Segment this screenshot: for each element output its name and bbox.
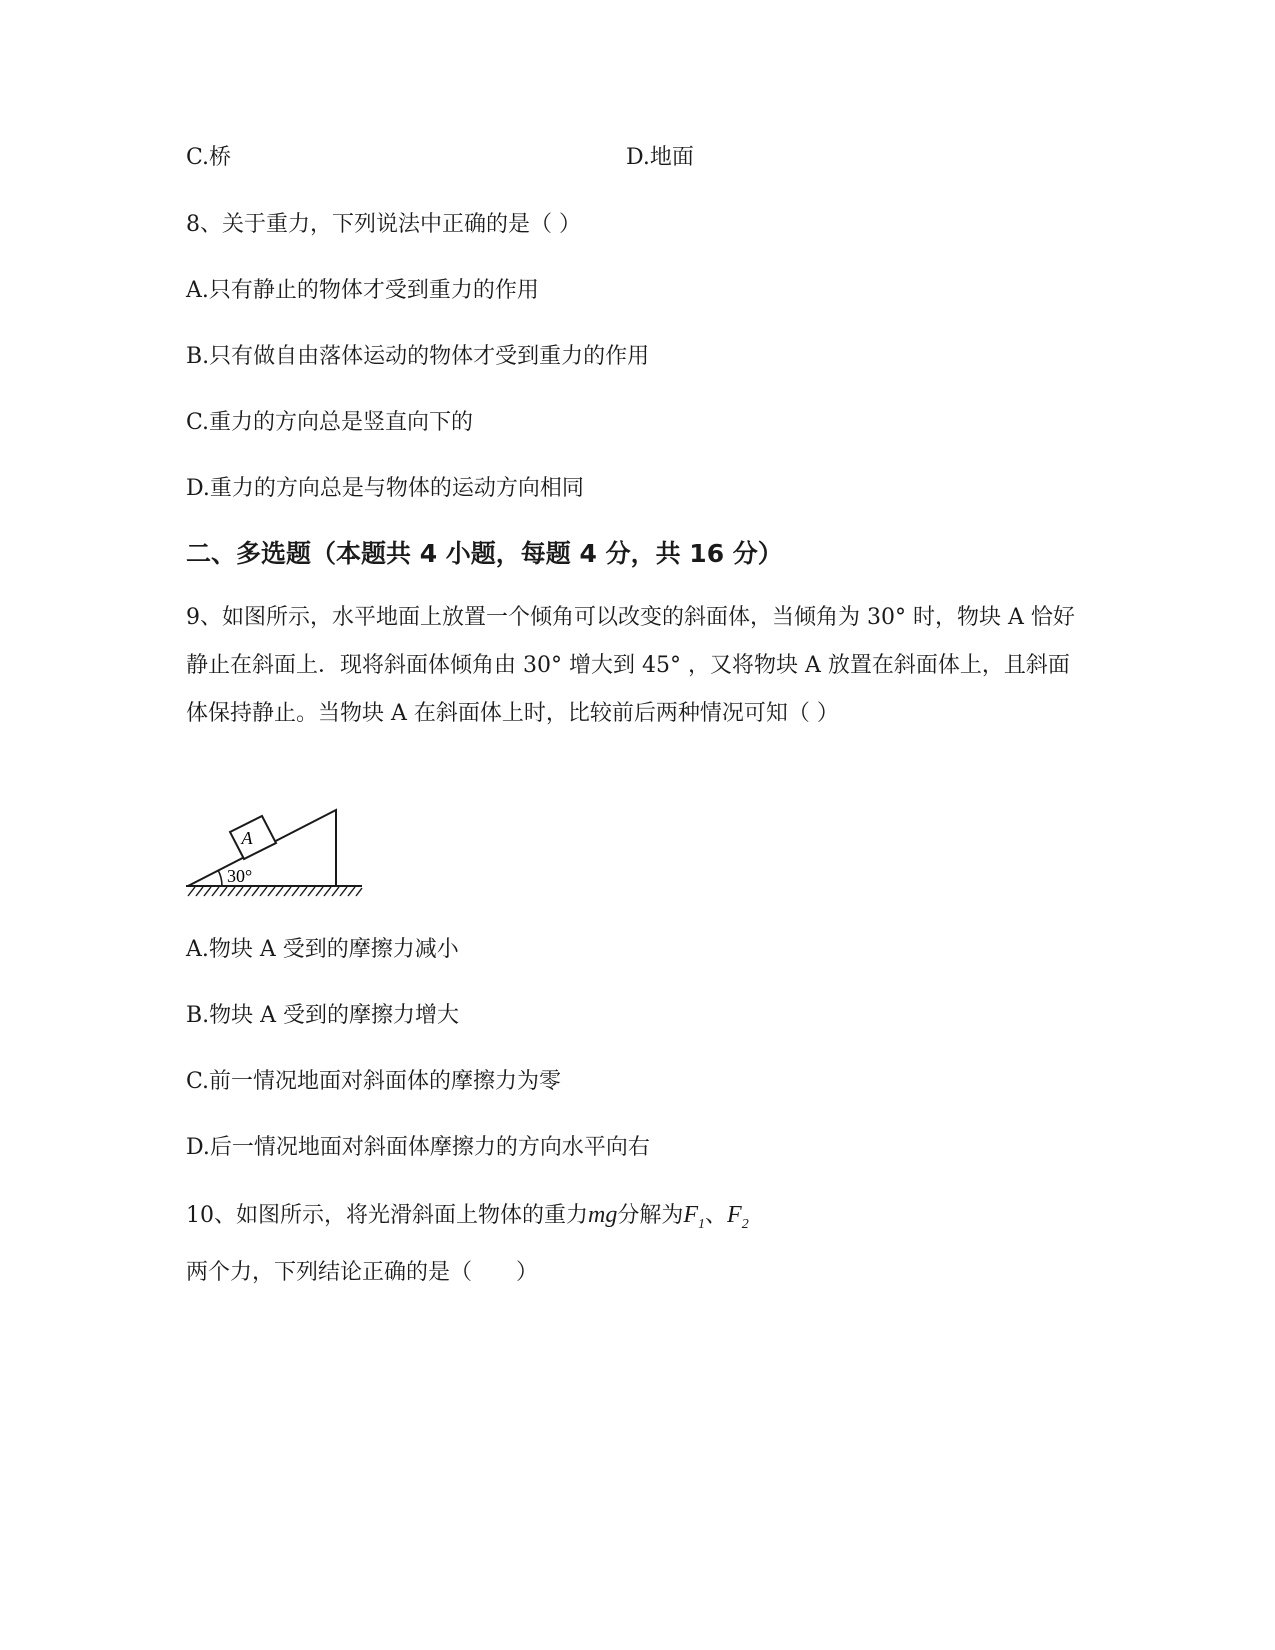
q7-option-c: C.桥 (186, 145, 232, 170)
f2-letter: F (727, 1202, 742, 1228)
q7-options-row (186, 144, 694, 172)
q9-option-c: C.前一情况地面对斜面体的摩擦力为零 (186, 1069, 562, 1094)
mg-symbol: mg (588, 1202, 618, 1228)
q9-option-a: A.物块 A 受到的摩擦力减小 (186, 937, 459, 962)
f2-symbol (727, 1202, 749, 1232)
q8-stem: 8、关于重力，下列说法中正确的是（ ） (186, 212, 581, 237)
block-label: A (241, 828, 253, 848)
angle-arc (218, 870, 222, 886)
q10-separator: 、 (705, 1203, 728, 1228)
q8-option-d: D.重力的方向总是与物体的运动方向相同 (186, 476, 584, 501)
q10-text-2: 分解为 (617, 1203, 684, 1228)
q9-option-b: B.物块 A 受到的摩擦力增大 (186, 1003, 460, 1028)
q8-option-c: C.重力的方向总是竖直向下的 (186, 410, 474, 435)
q10-stem (186, 1191, 1091, 1297)
ground-hatching (188, 887, 362, 896)
q9-stem: 9、如图所示，水平地面上放置一个倾角可以改变的斜面体，当倾角为 30° 时，物块 A 恰好静止在斜面上．现将斜面体倾角由 30° 增大到 45° ，又将物块 A 放置在斜面体上，且斜面体保持静止。当物块 A 在斜面体上时，比较前后两种情况可知（ ） (186, 605, 1075, 726)
f1-letter: F (683, 1202, 699, 1228)
q8-option-a: A.只有静止的物体才受到重力的作用 (186, 278, 539, 303)
q7-option-d: D.地面 (626, 145, 694, 170)
q9-option-d: D.后一情况地面对斜面体摩擦力的方向水平向右 (186, 1135, 650, 1160)
block-a (230, 816, 276, 859)
q10-text-3: 两个力，下列结论正确的是（ ） (186, 1259, 539, 1285)
incline-figure (186, 800, 366, 910)
q8-option-b: B.只有做自由落体运动的物体才受到重力的作用 (186, 344, 650, 369)
q10-text-1: 10、如图所示，将光滑斜面上物体的重力 (186, 1203, 588, 1228)
f1-subscript: 1 (698, 1216, 706, 1232)
angle-label: 30° (227, 866, 253, 886)
f1-symbol (683, 1202, 706, 1232)
section-heading: 二、多选题（本题共 4 小题，每题 4 分，共 16 分） (186, 539, 783, 568)
f2-subscript: 2 (741, 1216, 749, 1232)
